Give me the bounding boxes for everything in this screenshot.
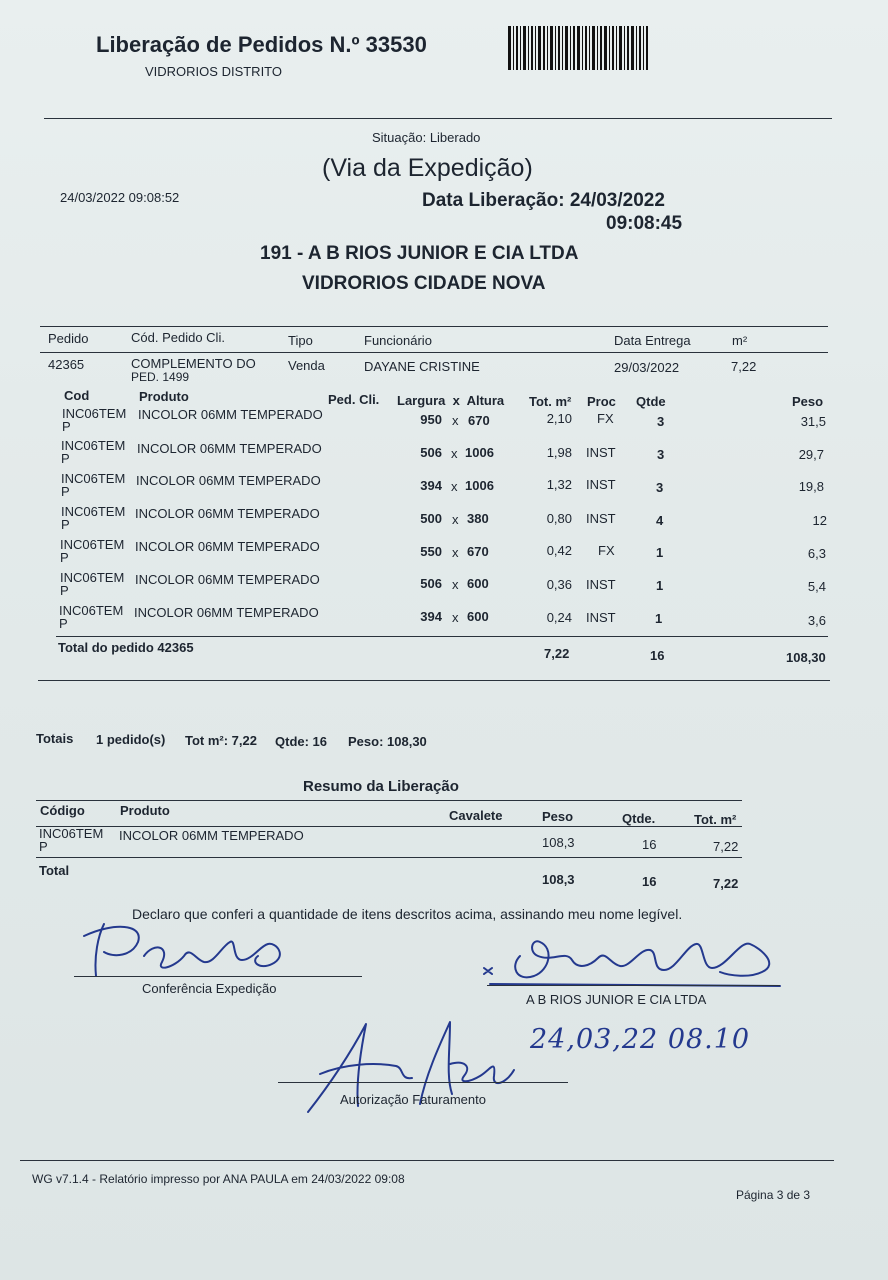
divider — [40, 326, 828, 327]
totals-peso: Peso: 108,30 — [348, 734, 427, 749]
item-tot-m2: 1,32 — [546, 477, 572, 492]
summary-total-qtde: 16 — [642, 874, 657, 889]
handwritten-date: 24,03,22 08.10 — [530, 1024, 751, 1055]
item-tot-m2: 0,80 — [546, 511, 572, 526]
item-cod-suffix: P — [60, 583, 69, 598]
item-x: x — [452, 610, 459, 625]
col-data-entrega: Data Entrega — [614, 333, 691, 348]
items-col-peso: Peso — [792, 394, 824, 409]
client-signature-label: A B RIOS JUNIOR E CIA LTDA — [526, 992, 707, 1007]
col-m2: m² — [732, 333, 748, 348]
order-client-code-line2: PED. 1499 — [131, 370, 190, 384]
summary-col-qtde: Qtde. — [622, 811, 656, 826]
item-cod-suffix: P — [61, 484, 70, 499]
item-largura: 506 — [420, 445, 442, 460]
summary-col-cavalete: Cavalete — [449, 808, 503, 823]
col-cod-pedido-cli: Cód. Pedido Cli. — [131, 330, 225, 345]
divider — [44, 118, 832, 119]
item-x: x — [452, 413, 459, 428]
item-cod: INC06TEM — [60, 537, 125, 552]
totals-label: Totais — [36, 731, 74, 746]
item-cod-suffix: P — [59, 616, 68, 631]
item-cod-suffix: P — [60, 550, 69, 565]
item-produto: INCOLOR 06MM TEMPERADO — [135, 539, 320, 554]
item-proc: INST — [586, 577, 616, 592]
item-proc: FX — [597, 411, 614, 426]
item-proc: INST — [586, 610, 616, 625]
item-produto: INCOLOR 06MM TEMPERADO — [138, 407, 323, 422]
status-text: Situação: Liberado — [372, 130, 481, 145]
customer-name: 191 - A B RIOS JUNIOR E CIA LTDA — [260, 243, 579, 264]
item-produto: INCOLOR 06MM TEMPERADO — [135, 506, 320, 521]
item-produto: INCOLOR 06MM TEMPERADO — [135, 572, 320, 587]
item-tot-m2: 2,10 — [546, 411, 572, 426]
item-x: x — [451, 446, 458, 461]
summary-total-tot-m2: 7,22 — [713, 876, 739, 891]
summary-qtde: 16 — [642, 837, 657, 852]
item-cod-suffix: P — [62, 419, 71, 434]
item-qtde: 3 — [657, 414, 665, 429]
order-m2: 7,22 — [731, 359, 757, 374]
order-total-label: Total do pedido 42365 — [58, 640, 194, 655]
item-tot-m2: 1,98 — [546, 445, 572, 460]
item-proc: FX — [598, 543, 615, 558]
summary-col-tot-m2: Tot. m² — [694, 812, 737, 827]
items-col-produto: Produto — [139, 389, 189, 404]
item-cod: INC06TEM — [62, 406, 127, 421]
divider — [40, 352, 828, 353]
item-altura: 600 — [467, 609, 489, 624]
item-peso: 3,6 — [807, 613, 826, 628]
item-cod: INC06TEM — [59, 603, 124, 618]
item-proc: INST — [586, 477, 616, 492]
summary-title: Resumo da Liberação — [303, 778, 459, 795]
item-altura: 380 — [467, 511, 489, 526]
order-total-qtde: 16 — [650, 648, 665, 663]
item-cod: INC06TEM — [60, 570, 125, 585]
col-pedido: Pedido — [48, 331, 89, 346]
store-name: VIDRORIOS CIDADE NOVA — [302, 273, 546, 294]
divider — [36, 800, 742, 801]
item-cod: INC06TEM — [61, 504, 126, 519]
divider — [36, 826, 742, 827]
barcode — [508, 26, 648, 70]
item-altura: 670 — [468, 413, 490, 428]
item-peso: 6,3 — [807, 546, 826, 561]
conferencia-label: Conferência Expedição — [142, 981, 277, 996]
item-tot-m2: 0,24 — [546, 610, 572, 625]
summary-col-codigo: Código — [40, 803, 85, 818]
order-number: 42365 — [48, 357, 85, 372]
item-peso: 19,8 — [798, 479, 824, 494]
item-cod-suffix: P — [61, 517, 70, 532]
item-largura: 394 — [420, 478, 442, 493]
company-name: VIDRORIOS DISTRITO — [145, 64, 282, 79]
summary-col-produto: Produto — [120, 803, 170, 818]
item-altura: 670 — [467, 544, 489, 559]
item-largura: 550 — [420, 544, 442, 559]
col-tipo: Tipo — [288, 333, 313, 348]
item-peso: 31,5 — [800, 414, 826, 429]
page-number: Página 3 de 3 — [736, 1188, 811, 1202]
item-cod: INC06TEM — [61, 471, 126, 486]
item-produto: INCOLOR 06MM TEMPERADO — [136, 473, 321, 488]
items-col-largura-altura: Largura x Altura — [397, 393, 505, 408]
item-produto: INCOLOR 06MM TEMPERADO — [134, 605, 319, 620]
summary-codigo-suffix: P — [39, 839, 48, 854]
order-employee: DAYANE CRISTINE — [364, 359, 480, 374]
item-qtde: 1 — [656, 578, 664, 593]
divider — [36, 857, 742, 858]
signature-line — [74, 976, 362, 977]
via-title: (Via da Expedição) — [322, 154, 533, 182]
item-tot-m2: 0,36 — [546, 577, 572, 592]
item-qtde: 3 — [656, 480, 664, 495]
item-qtde: 3 — [657, 447, 665, 462]
item-altura: 1006 — [465, 478, 494, 493]
summary-total-peso: 108,3 — [542, 872, 575, 887]
items-col-cod: Cod — [64, 388, 90, 403]
summary-peso: 108,3 — [542, 835, 575, 850]
summary-codigo: INC06TEM — [39, 826, 104, 841]
summary-tot-m2: 7,22 — [713, 839, 739, 854]
item-x: x — [451, 479, 458, 494]
item-cod-suffix: P — [61, 451, 70, 466]
print-timestamp: 24/03/2022 09:08:52 — [60, 190, 180, 205]
order-total-m2: 7,22 — [544, 646, 570, 661]
item-peso: 5,4 — [807, 579, 826, 594]
item-x: x — [452, 545, 459, 560]
items-col-ped-cli: Ped. Cli. — [328, 392, 380, 407]
item-largura: 506 — [420, 576, 442, 591]
items-col-qtde: Qtde — [636, 394, 666, 409]
col-funcionario: Funcionário — [364, 333, 432, 348]
item-qtde: 4 — [656, 513, 664, 528]
item-altura: 600 — [467, 576, 489, 591]
divider — [38, 680, 830, 681]
items-col-proc: Proc — [587, 394, 616, 409]
item-tot-m2: 0,42 — [546, 543, 572, 558]
order-total-peso: 108,30 — [786, 650, 826, 665]
item-produto: INCOLOR 06MM TEMPERADO — [137, 441, 322, 456]
totals-m2: Tot m²: 7,22 — [185, 733, 257, 748]
summary-total-label: Total — [39, 863, 70, 878]
item-largura: 950 — [420, 412, 442, 427]
item-cod: INC06TEM — [61, 438, 126, 453]
item-qtde: 1 — [656, 545, 664, 560]
item-peso: 12 — [812, 513, 827, 528]
summary-produto: INCOLOR 06MM TEMPERADO — [119, 828, 304, 843]
footer-printed-by: WG v7.1.4 - Relatório impresso por ANA PAULA em 24/03/2022 09:08 — [32, 1172, 405, 1186]
item-largura: 500 — [420, 511, 442, 526]
order-client-code-line1: COMPLEMENTO DO — [131, 356, 256, 371]
item-x: x — [452, 577, 459, 592]
autorizacao-label: Autorização Faturamento — [340, 1092, 486, 1107]
item-altura: 1006 — [465, 445, 494, 460]
item-proc: INST — [586, 445, 616, 460]
divider — [20, 1160, 834, 1161]
item-x: x — [452, 512, 459, 527]
signature-line — [278, 1082, 568, 1083]
totals-qtde: Qtde: 16 — [275, 734, 328, 749]
signature-line — [487, 985, 780, 986]
order-type: Venda — [288, 358, 325, 373]
order-delivery-date: 29/03/2022 — [614, 360, 680, 375]
declaration-text: Declaro que conferi a quantidade de itens descritos acima, assinando meu nome legível. — [132, 906, 683, 922]
item-largura: 394 — [420, 609, 442, 624]
document-title: Liberação de Pedidos N.º 33530 — [96, 32, 427, 57]
release-date: Data Liberação: 24/03/2022 — [422, 190, 665, 211]
summary-col-peso: Peso — [542, 809, 574, 824]
totals-pedidos: 1 pedido(s) — [96, 732, 166, 747]
release-time: 09:08:45 — [606, 213, 683, 234]
items-col-tot-m2: Tot. m² — [529, 394, 572, 409]
item-peso: 29,7 — [798, 447, 824, 462]
divider — [56, 636, 828, 637]
item-proc: INST — [586, 511, 616, 526]
item-qtde: 1 — [655, 611, 663, 626]
